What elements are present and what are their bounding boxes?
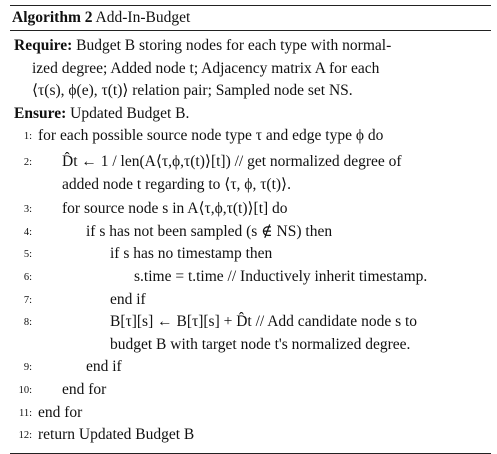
line-text: budget B with target node t's normalized degree. (110, 335, 411, 353)
algo-line-4 (10, 221, 491, 244)
algo-line-3 (10, 196, 491, 221)
algo-line-1 (10, 125, 491, 148)
require-text-2: ized degree; Added node t; Adjacency matrix A for each (32, 59, 380, 77)
ensure-keyword: Ensure: (14, 104, 67, 122)
line-text: end for (38, 403, 83, 421)
algo-line-2-cont (10, 174, 491, 197)
algo-line-12 (10, 424, 491, 447)
line-text: for each possible source node type τ and edge type ϕ do (38, 127, 384, 145)
line-text: return Updated Budget B (38, 426, 195, 444)
require-block (10, 35, 491, 58)
require-text-3: ⟨τ(s), ϕ(e), τ(t)⟩ relation pair; Sampled node set NS. (32, 82, 353, 100)
line-number: 6: (23, 271, 32, 283)
require-text-1: Budget B storing nodes for each type with normal- (76, 37, 392, 54)
algorithm-name: Add-In-Budget (95, 9, 191, 26)
algo-line-10 (10, 379, 491, 402)
line-number: 9: (23, 362, 32, 374)
line-number: 8: (23, 317, 32, 329)
line-number: 4: (23, 226, 32, 238)
algorithm-title (10, 6, 491, 30)
algorithm-number: Algorithm 2 (12, 9, 93, 26)
line-number: 7: (23, 294, 32, 306)
algo-line-11 (10, 402, 491, 425)
algo-line-7 (10, 289, 491, 312)
line-text: B[τ][s] ← B[τ][s] + D̂t // Add candidate node s to (110, 313, 418, 331)
line-text: s.time = t.time // Inductively inherit timestamp. (134, 267, 428, 285)
line-text: end if (86, 358, 122, 376)
ensure-text: Updated Budget B. (70, 104, 190, 122)
line-number: 11: (18, 407, 32, 419)
line-number: 2: (23, 156, 32, 168)
line-number: 5: (23, 249, 32, 261)
algo-line-2 (10, 148, 491, 174)
algo-line-8-cont (10, 334, 491, 357)
line-text: end if (110, 290, 146, 308)
line-text: added node t regarding to ⟨τ, ϕ, τ(t)⟩. (62, 175, 291, 193)
algorithm-block (10, 5, 491, 454)
algo-line-8 (10, 311, 491, 334)
line-text: D̂t ← 1 / len(A⟨τ,ϕ,τ(t)⟩[t]) // get normalized degree of (62, 152, 402, 170)
algo-line-5 (10, 243, 491, 266)
algo-line-6 (10, 266, 491, 289)
line-number: 12: (18, 430, 32, 442)
line-text: if s has no timestamp then (110, 245, 273, 263)
line-number: 1: (23, 131, 32, 143)
line-text: end for (62, 380, 107, 398)
line-number: 10: (18, 384, 32, 396)
line-number: 3: (23, 204, 32, 216)
ensure-block (10, 103, 491, 126)
line-text: for source node s in A⟨τ,ϕ,τ(t)⟩[t] do (62, 200, 288, 218)
require-keyword: Require: (14, 37, 73, 54)
algo-line-9 (10, 356, 491, 379)
line-text: if s has not been sampled (s ∉ NS) then (86, 222, 333, 240)
